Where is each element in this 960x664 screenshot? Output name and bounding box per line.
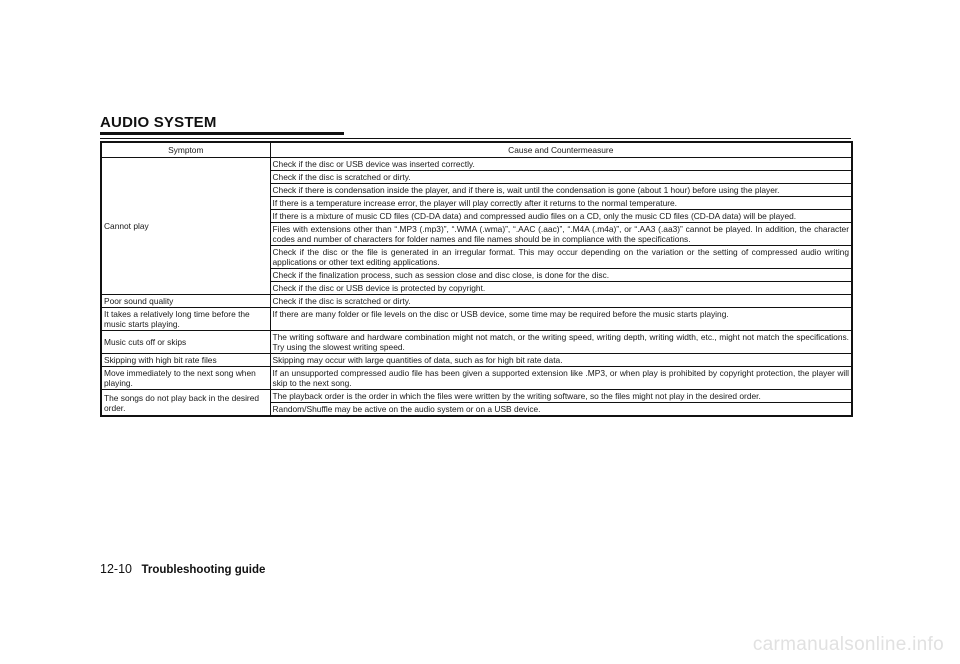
cause-cell: Check if the disc or USB device is protected by copyright. — [270, 282, 852, 295]
table-row — [101, 331, 852, 354]
table-row — [101, 295, 852, 308]
cause-cell: Check if the disc or the file is generated in an irregular format. This may occur depending on the variation or the setting of compressed audio writing applications or other text editing applications. — [270, 246, 852, 269]
cause-cell: If there are many folder or file levels on the disc or USB device, some time may be required before the music starts playing. — [270, 308, 852, 331]
cause-cell: Check if the disc or USB device was inserted correctly. — [270, 158, 852, 171]
symptom-cell: Skipping with high bit rate files — [101, 354, 270, 367]
table-row — [101, 158, 852, 171]
footer-section-title: Troubleshooting guide — [141, 564, 266, 576]
table-row — [101, 390, 852, 403]
symptom-cell: Music cuts off or skips — [101, 331, 270, 354]
cause-cell: If there is a temperature increase error, the player will play correctly after it returns to the normal temperature. — [270, 197, 852, 210]
symptom-header: Symptom — [101, 142, 270, 158]
title-underline — [100, 132, 344, 135]
cause-cell: Files with extensions other than “.MP3 (.mp3)”, “.WMA (.wma)”, “.AAC (.aac)”, “.M4A (.m4a)”, or “.AA3 (.aa3)” cannot be played. In addition, the character codes and number of characters for folder names and file names should be in compliance with the specifications. — [270, 223, 852, 246]
table-body — [101, 158, 852, 417]
table-header-row — [101, 142, 852, 158]
page-footer — [100, 562, 265, 576]
cause-cell: Check if the disc is scratched or dirty. — [270, 295, 852, 308]
cause-cell: Check if the disc is scratched or dirty. — [270, 171, 852, 184]
cause-cell: Check if the finalization process, such as session close and disc close, is done for the disc. — [270, 269, 852, 282]
cause-cell: The playback order is the order in which the files were written by the writing software, so the files might not play in the desired order. — [270, 390, 852, 403]
cause-cell: Check if there is condensation inside the player, and if there is, wait until the condensation is gone (about 1 hour) before using the player. — [270, 184, 852, 197]
cause-header: Cause and Countermeasure — [270, 142, 852, 158]
symptom-cell: The songs do not play back in the desired order. — [101, 390, 270, 417]
symptom-cell: Cannot play — [101, 158, 270, 295]
troubleshooting-table — [100, 141, 853, 417]
cause-cell: The writing software and hardware combination might not match, or the writing speed, writing depth, writing width, etc., might not match the specifications. Try using the slowest writing speed. — [270, 331, 852, 354]
cause-cell: If an unsupported compressed audio file has been given a supported extension like .MP3, or when play is prohibited by copyright protection, the player will skip to the next song. — [270, 367, 852, 390]
symptom-cell: Move immediately to the next song when playing. — [101, 367, 270, 390]
watermark-text: carmanualsonline.info — [752, 634, 944, 655]
cause-cell: If there is a mixture of music CD files (CD-DA data) and compressed audio files on a CD, only the music CD files (CD-DA data) will be played. — [270, 210, 852, 223]
cause-cell: Skipping may occur with large quantities of data, such as for high bit rate data. — [270, 354, 852, 367]
cause-cell: Random/Shuffle may be active on the audio system or on a USB device. — [270, 403, 852, 417]
table-row — [101, 308, 852, 331]
table-top-rule — [100, 138, 851, 139]
table-row — [101, 354, 852, 367]
symptom-cell: Poor sound quality — [101, 295, 270, 308]
symptom-cell: It takes a relatively long time before the music starts playing. — [101, 308, 270, 331]
table-row — [101, 367, 852, 390]
page-number: 12-10 — [100, 562, 132, 576]
section-title: AUDIO SYSTEM — [100, 114, 217, 131]
